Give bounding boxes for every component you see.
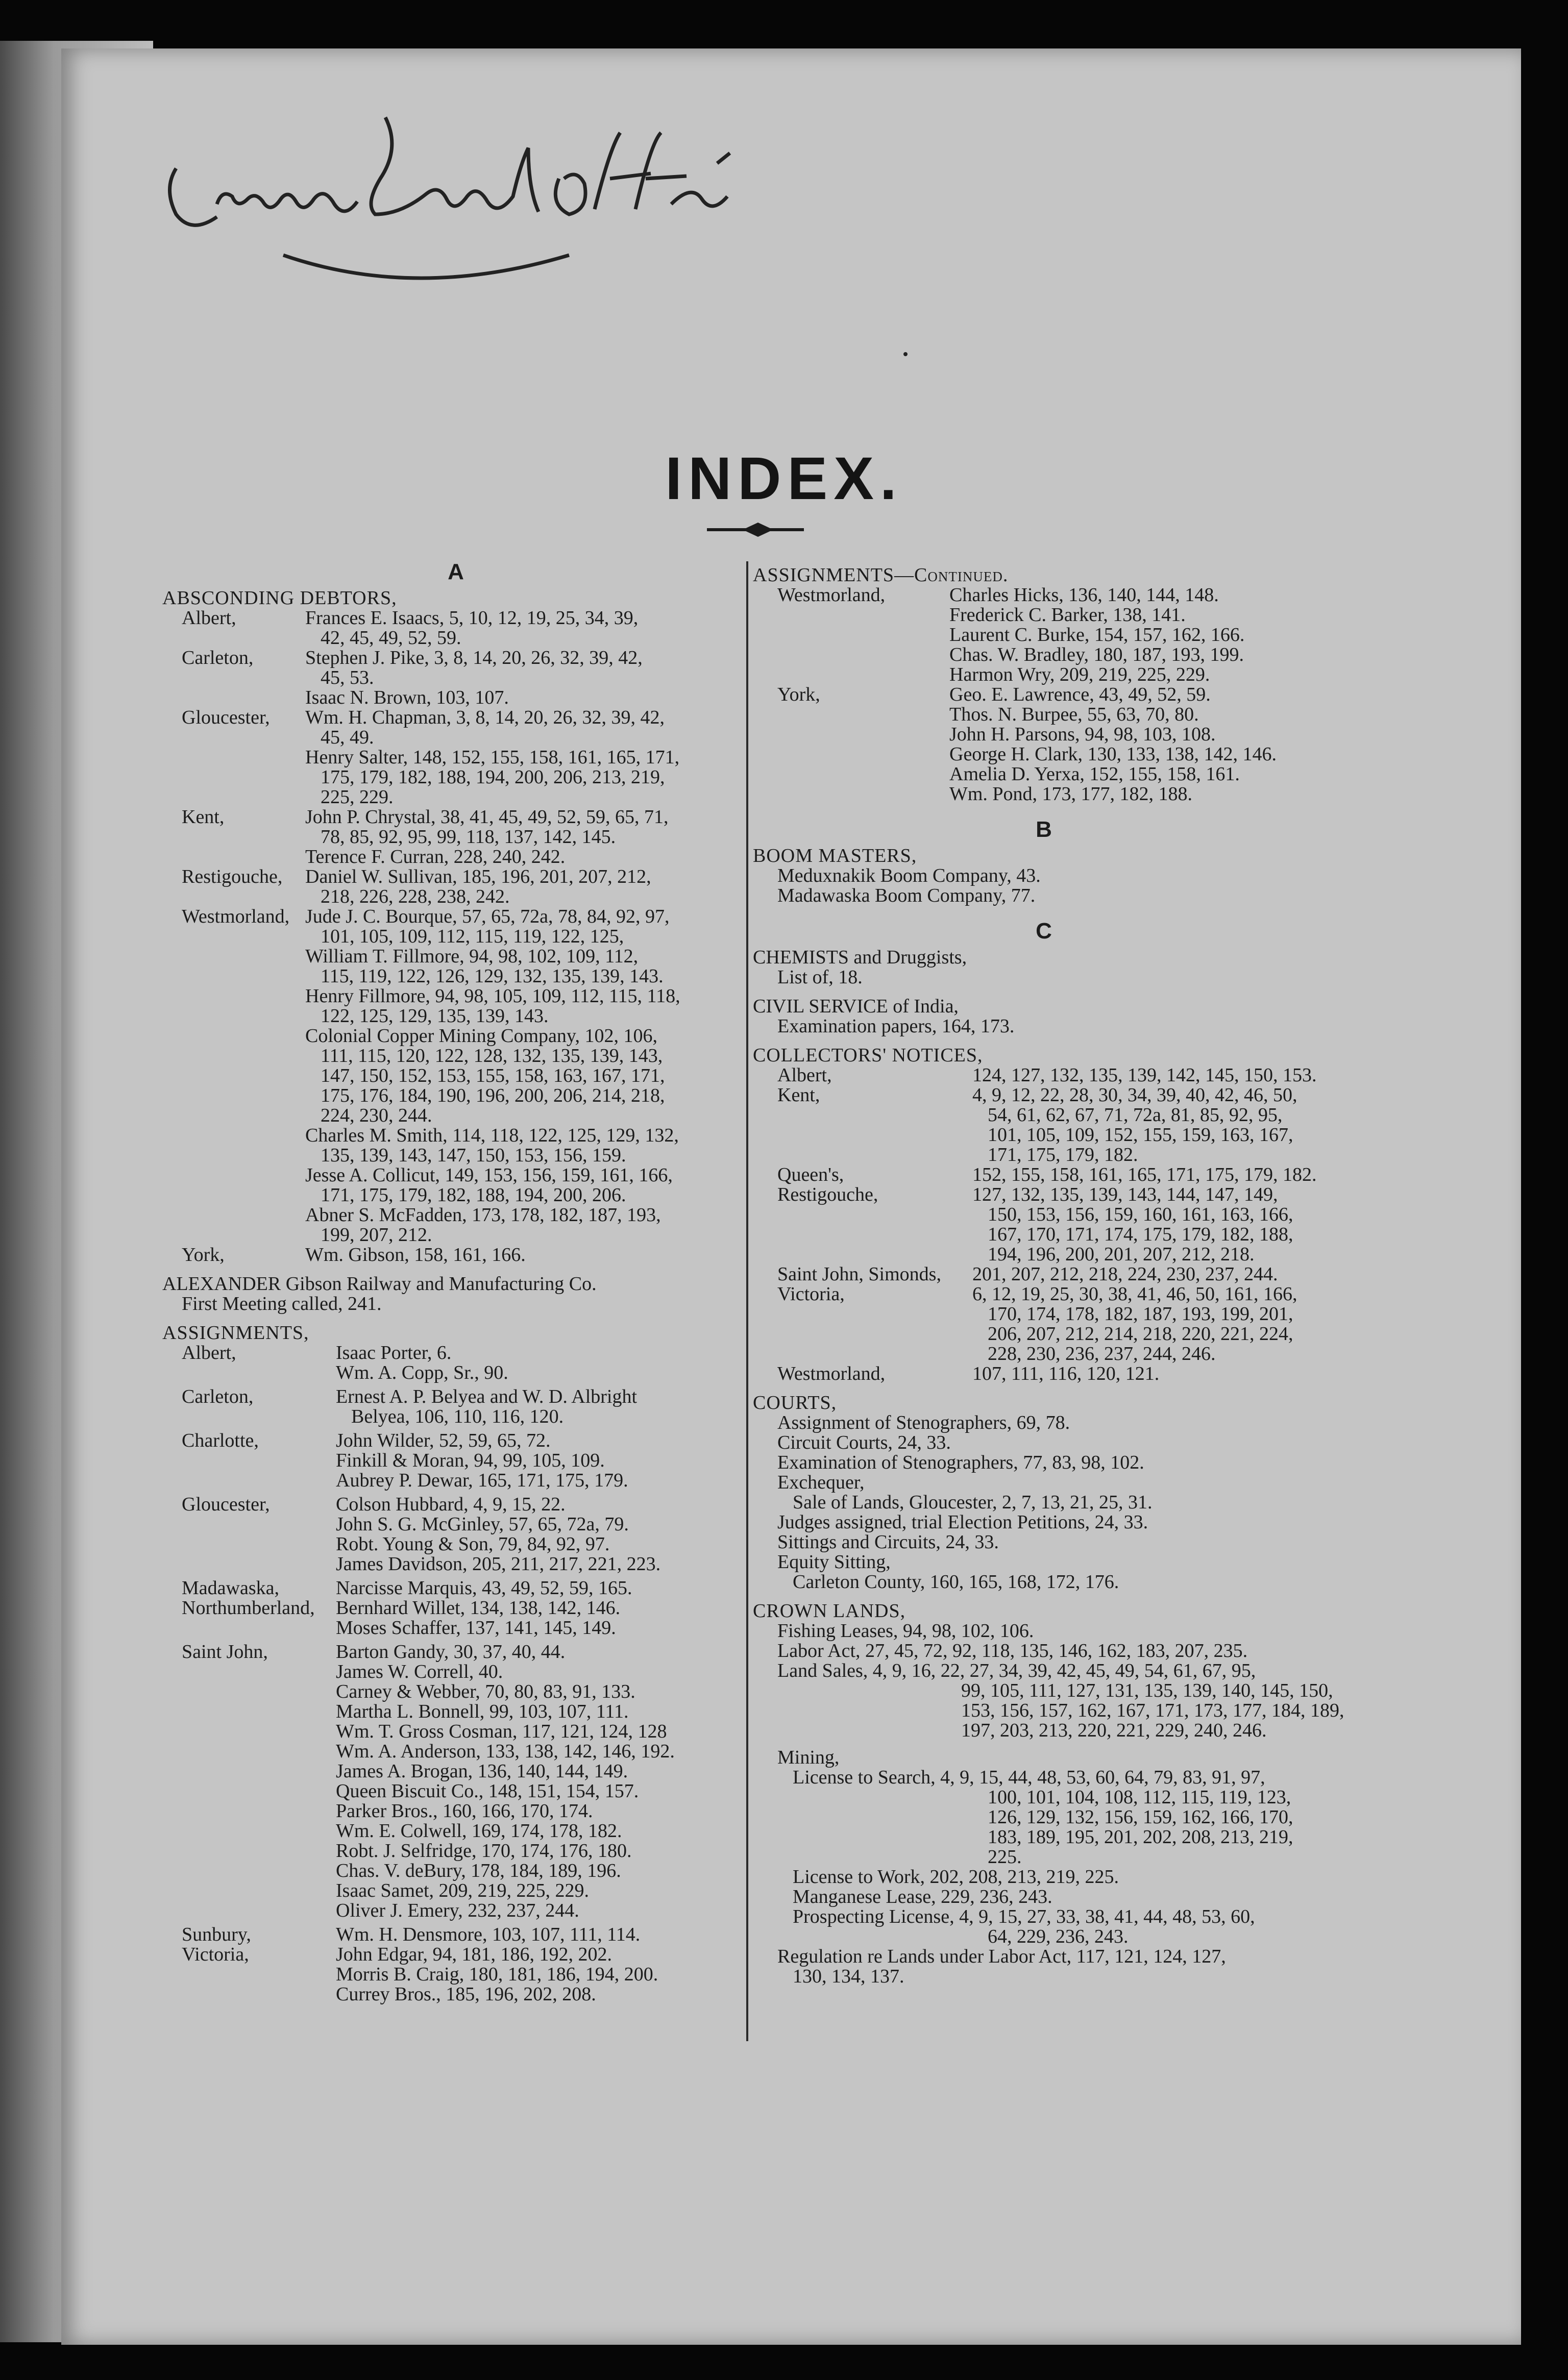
entry-line: Belyea, 106, 110, 116, 120. xyxy=(351,1406,564,1427)
entry-line: Chas. V. deBury, 178, 184, 189, 196. xyxy=(336,1860,621,1881)
place-label: York, xyxy=(182,1244,225,1266)
civil-service-heading: CIVIL SERVICE of India, xyxy=(753,996,959,1017)
entry-line: Manganese Lease, 229, 236, 243. xyxy=(793,1886,1052,1907)
assignments-victoria xyxy=(162,1945,749,2004)
place-label: Queen's, xyxy=(777,1164,844,1185)
entry-line: List of, 18. xyxy=(777,966,863,988)
entry-line: 100, 101, 104, 108, 112, 115, 119, 123, xyxy=(988,1787,1291,1808)
entry-line: Bernhard Willet, 134, 138, 142, 146. xyxy=(336,1597,621,1619)
entry-line: James A. Brogan, 136, 140, 144, 149. xyxy=(336,1761,628,1782)
entry-line: James W. Correll, 40. xyxy=(336,1661,503,1682)
entry-line: Isaac Samet, 209, 219, 225, 229. xyxy=(336,1880,590,1901)
entry-line: Abner S. McFadden, 173, 178, 182, 187, 193, xyxy=(305,1204,661,1226)
entry-line: Colonial Copper Mining Company, 102, 106, xyxy=(305,1025,657,1047)
entry-line: Geo. E. Lawrence, 43, 49, 52, 59. xyxy=(949,684,1211,705)
section-letter-c: C xyxy=(1036,919,1052,944)
crown-lands-heading: CROWN LANDS, xyxy=(753,1600,906,1622)
place-label: Saint John, xyxy=(182,1641,268,1663)
entry-line: 225, 229. xyxy=(321,786,394,808)
entry-line: 150, 153, 156, 159, 160, 161, 163, 166, xyxy=(988,1204,1293,1225)
entry-line: Oliver J. Emery, 232, 237, 244. xyxy=(336,1900,579,1921)
collectors-kent xyxy=(753,1085,1335,1165)
place-label: Kent, xyxy=(777,1084,820,1106)
entry-line: Mining, xyxy=(777,1747,840,1768)
entry-line: Madawaska Boom Company, 77. xyxy=(777,885,1036,906)
entry-line: Jude J. C. Bourque, 57, 65, 72a, 78, 84, 92, 97, xyxy=(305,906,670,927)
entry-line: 206, 207, 212, 214, 218, 220, 221, 224, xyxy=(988,1323,1293,1345)
place-label: Gloucester, xyxy=(182,1494,270,1515)
index-column-right xyxy=(753,564,1344,1987)
entry-line: Henry Salter, 148, 152, 155, 158, 161, 165, 171, xyxy=(305,747,680,768)
assignments-madawaska xyxy=(162,1578,749,1598)
absconding-kent xyxy=(162,807,749,867)
entry-line: Wm. T. Gross Cosman, 117, 121, 124, 128 xyxy=(336,1721,667,1742)
entry-line: Charles Hicks, 136, 140, 144, 148. xyxy=(949,584,1219,606)
collectors-restigouche xyxy=(753,1185,1335,1265)
assignments-saint-john xyxy=(162,1642,749,1921)
index-column-left xyxy=(162,554,749,2004)
place-label: York, xyxy=(777,684,820,705)
entry-line: George H. Clark, 130, 133, 138, 142, 146. xyxy=(949,743,1277,765)
collectors-westmorland xyxy=(753,1364,1335,1384)
entry-line: 126, 129, 132, 156, 159, 162, 166, 170, xyxy=(988,1806,1293,1828)
entry-line: 201, 207, 212, 218, 224, 230, 237, 244. xyxy=(972,1263,1278,1285)
entry-line: 183, 189, 195, 201, 202, 208, 213, 219, xyxy=(988,1826,1293,1848)
entry-line: Stephen J. Pike, 3, 8, 14, 20, 26, 32, 39, 42, xyxy=(305,647,643,668)
assignments-continued-heading: ASSIGNMENTS—Continued. xyxy=(753,564,1009,586)
entry-line: Exchequer, xyxy=(777,1472,865,1493)
entry-line: John S. G. McGinley, 57, 65, 72a, 79. xyxy=(336,1514,629,1535)
collectors-notices-heading: COLLECTORS' NOTICES, xyxy=(753,1045,983,1066)
entry-line: Fishing Leases, 94, 98, 102, 106. xyxy=(777,1620,1034,1642)
courts-heading: COURTS, xyxy=(753,1392,837,1414)
place-label: Albert, xyxy=(182,1342,236,1363)
entry-line: Wm. A. Anderson, 133, 138, 142, 146, 192. xyxy=(336,1741,675,1762)
entry-line: Wm. H. Chapman, 3, 8, 14, 20, 26, 32, 39, 42, xyxy=(305,707,665,728)
entry-line: 175, 179, 182, 188, 194, 200, 206, 213, 219, xyxy=(321,766,665,788)
entry-line: Isaac Porter, 6. xyxy=(336,1342,452,1363)
assignments-carleton xyxy=(162,1387,749,1427)
entry-line: Sale of Lands, Gloucester, 2, 7, 13, 21, 25, 31. xyxy=(793,1492,1153,1513)
entry-line: Examination of Stenographers, 77, 83, 98, 102. xyxy=(777,1452,1144,1473)
entry-line: 6, 12, 19, 25, 30, 38, 41, 46, 50, 161, 166, xyxy=(972,1283,1297,1305)
entry-line: 122, 125, 129, 135, 139, 143. xyxy=(321,1005,549,1027)
entry-line: 135, 139, 143, 147, 150, 153, 156, 159. xyxy=(321,1145,626,1166)
place-label: Gloucester, xyxy=(182,707,270,728)
entry-line: Morris B. Craig, 180, 181, 186, 194, 200. xyxy=(336,1964,658,1985)
collectors-victoria xyxy=(753,1284,1335,1364)
alexander-gibson-entry: ALEXANDER Gibson Railway and Manufacturing Co. xyxy=(162,1273,597,1295)
place-label: Saint John, Simonds, xyxy=(777,1263,941,1285)
entry-line: 225. xyxy=(988,1846,1022,1868)
chemists-heading: CHEMISTS and Druggists, xyxy=(753,947,967,968)
entry-line: Judges assigned, trial Election Petitions, 24, 33. xyxy=(777,1511,1148,1533)
entry-line: 170, 174, 178, 182, 187, 193, 199, 201, xyxy=(988,1303,1293,1325)
place-label: Carleton, xyxy=(182,1386,254,1407)
entry-line: Regulation re Lands under Labor Act, 117, 121, 124, 127, xyxy=(777,1946,1226,1967)
assignments-northumberland xyxy=(162,1598,749,1638)
entry-line: 107, 111, 116, 120, 121. xyxy=(972,1363,1160,1384)
entry-line: Terence F. Curran, 228, 240, 242. xyxy=(305,846,566,867)
absconding-gloucester xyxy=(162,708,749,807)
entry-line: Examination papers, 164, 173. xyxy=(777,1015,1015,1037)
section-letter-a: A xyxy=(448,559,464,584)
absconding-albert xyxy=(162,608,749,648)
place-label: Charlotte, xyxy=(182,1430,259,1451)
entry-line: Carney & Webber, 70, 80, 83, 91, 133. xyxy=(336,1681,635,1702)
entry-line: 218, 226, 228, 238, 242. xyxy=(321,886,510,907)
place-label: Northumberland, xyxy=(182,1597,315,1619)
entry-line: Moses Schaffer, 137, 141, 145, 149. xyxy=(336,1617,616,1639)
entry-line: Harmon Wry, 209, 219, 225, 229. xyxy=(949,664,1210,685)
entry-line: 224, 230, 244. xyxy=(321,1105,432,1126)
entry-line: Carleton County, 160, 165, 168, 172, 176. xyxy=(793,1571,1119,1593)
entry-line: John P. Chrystal, 38, 41, 45, 49, 52, 59, 65, 71, xyxy=(305,806,669,828)
entry-line: Amelia D. Yerxa, 152, 155, 158, 161. xyxy=(949,763,1240,785)
entry-line: Barton Gandy, 30, 37, 40, 44. xyxy=(336,1641,566,1663)
assignments-westmorland xyxy=(753,585,1335,685)
entry-line: James Davidson, 205, 211, 217, 221, 223. xyxy=(336,1553,661,1575)
assignments-heading: ASSIGNMENTS, xyxy=(162,1322,309,1344)
entry-line: Henry Fillmore, 94, 98, 105, 109, 112, 115, 118, xyxy=(305,985,680,1007)
entry-line: Labor Act, 27, 45, 72, 92, 118, 135, 146, 162, 183, 207, 235. xyxy=(777,1640,1248,1662)
entry-line: Land Sales, 4, 9, 16, 22, 27, 34, 39, 42, 45, 49, 54, 61, 67, 95, xyxy=(777,1660,1256,1681)
entry-line: William T. Fillmore, 94, 98, 102, 109, 112, xyxy=(305,946,639,967)
place-label: Carleton, xyxy=(182,647,254,668)
boom-masters-heading: BOOM MASTERS, xyxy=(753,845,917,866)
collectors-albert xyxy=(753,1065,1335,1085)
entry-line: Sittings and Circuits, 24, 33. xyxy=(777,1531,999,1553)
entry-line: 45, 49. xyxy=(321,727,374,748)
place-label: Kent, xyxy=(182,806,225,828)
entry-line: Martha L. Bonnell, 99, 103, 107, 111. xyxy=(336,1701,629,1722)
entry-line: 153, 156, 157, 162, 167, 171, 173, 177, 184, 189, xyxy=(961,1700,1344,1721)
entry-line: Wm. A. Copp, Sr., 90. xyxy=(336,1362,508,1383)
entry-line: 167, 170, 171, 174, 175, 179, 182, 188, xyxy=(988,1224,1293,1245)
assignments-sunbury xyxy=(162,1925,749,1945)
entry-line: 171, 175, 179, 182, 188, 194, 200, 206. xyxy=(321,1184,626,1206)
entry-line: Chas. W. Bradley, 180, 187, 193, 199. xyxy=(949,644,1244,665)
absconding-restigouche xyxy=(162,867,749,907)
entry-line: John Edgar, 94, 181, 186, 192, 202. xyxy=(336,1944,612,1965)
entry-line: License to Search, 4, 9, 15, 44, 48, 53, 60, 64, 79, 83, 91, 97, xyxy=(793,1767,1265,1788)
assignments-york xyxy=(753,685,1335,804)
entry-line: 99, 105, 111, 127, 131, 135, 139, 140, 145, 150, xyxy=(961,1680,1333,1701)
entry-line: 175, 176, 184, 190, 196, 200, 206, 214, 218, xyxy=(321,1085,665,1106)
entry-line: 194, 196, 200, 201, 207, 212, 218. xyxy=(988,1244,1255,1265)
title-ornament-rule xyxy=(707,519,804,540)
entry-line: Colson Hubbard, 4, 9, 15, 22. xyxy=(336,1494,566,1515)
assignments-charlotte xyxy=(162,1431,749,1491)
entry-line: Finkill & Moran, 94, 99, 105, 109. xyxy=(336,1450,605,1471)
entry-line: 115, 119, 122, 126, 129, 132, 135, 139, 143. xyxy=(321,965,664,987)
entry-line: 4, 9, 12, 22, 28, 30, 34, 39, 40, 42, 46, 50, xyxy=(972,1084,1297,1106)
entry-line: 152, 155, 158, 161, 165, 171, 175, 179, 182. xyxy=(972,1164,1317,1185)
entry-line: Aubrey P. Dewar, 165, 171, 175, 179. xyxy=(336,1470,628,1491)
entry-line: 54, 61, 62, 67, 71, 72a, 81, 85, 92, 95, xyxy=(988,1104,1283,1126)
entry-line: Jesse A. Collicut, 149, 153, 156, 159, 161, 166, xyxy=(305,1164,673,1186)
place-label: Restigouche, xyxy=(182,866,283,887)
section-letter-b: B xyxy=(1036,817,1052,842)
place-label: Albert, xyxy=(182,607,236,629)
place-label: Westmorland, xyxy=(777,1363,886,1384)
entry-line: Currey Bros., 185, 196, 202, 208. xyxy=(336,1984,596,2005)
entry-line: John Wilder, 52, 59, 65, 72. xyxy=(336,1430,551,1451)
collectors-saint-john xyxy=(753,1265,1335,1284)
entry-line: Isaac N. Brown, 103, 107. xyxy=(305,687,509,708)
entry-line: Wm. Pond, 173, 177, 182, 188. xyxy=(949,783,1193,805)
ink-dot xyxy=(903,352,908,356)
entry-line: 130, 134, 137. xyxy=(793,1966,904,1987)
handwritten-note-signature xyxy=(161,87,748,301)
assignments-albert xyxy=(162,1343,749,1383)
entry-line: Narcisse Marquis, 43, 49, 52, 59, 165. xyxy=(336,1577,632,1599)
entry-line: Thos. N. Burpee, 55, 63, 70, 80. xyxy=(949,704,1199,725)
entry-line: 42, 45, 49, 52, 59. xyxy=(321,627,461,649)
entry-line: John H. Parsons, 94, 98, 103, 108. xyxy=(949,724,1216,745)
entry-line: Queen Biscuit Co., 148, 151, 154, 157. xyxy=(336,1780,639,1802)
entry-line: 45, 53. xyxy=(321,667,374,688)
absconding-carleton xyxy=(162,648,749,708)
absconding-york xyxy=(162,1245,749,1265)
entry-line: 228, 230, 236, 237, 244, 246. xyxy=(988,1343,1216,1365)
place-label: Restigouche, xyxy=(777,1184,878,1205)
entry-line: Charles M. Smith, 114, 118, 122, 125, 129, 132, xyxy=(305,1125,679,1146)
absconding-westmorland xyxy=(162,907,749,1245)
entry-line: 111, 115, 120, 122, 128, 132, 135, 139, 143, xyxy=(321,1045,663,1067)
entry-line: Parker Bros., 160, 166, 170, 174. xyxy=(336,1800,593,1822)
entry-line: License to Work, 202, 208, 213, 219, 225. xyxy=(793,1866,1119,1888)
place-label: Albert, xyxy=(777,1064,832,1086)
place-label: Westmorland, xyxy=(182,906,290,927)
entry-line: 64, 229, 236, 243. xyxy=(988,1926,1129,1947)
assignments-gloucester xyxy=(162,1495,749,1574)
entry-line: Equity Sitting, xyxy=(777,1551,891,1573)
entry-line: 127, 132, 135, 139, 143, 144, 147, 149, xyxy=(972,1184,1278,1205)
entry-line: 101, 105, 109, 152, 155, 159, 163, 167, xyxy=(988,1124,1293,1146)
entry-line: Assignment of Stenographers, 69, 78. xyxy=(777,1412,1070,1433)
entry-line: Wm. Gibson, 158, 161, 166. xyxy=(305,1244,526,1266)
page-title: INDEX. xyxy=(665,445,903,512)
place-label: Westmorland, xyxy=(777,584,886,606)
entry-line: 101, 105, 109, 112, 115, 119, 122, 125, xyxy=(321,926,624,947)
entry-line: Frances E. Isaacs, 5, 10, 12, 19, 25, 34, 39, xyxy=(305,607,639,629)
entry-line: Meduxnakik Boom Company, 43. xyxy=(777,865,1041,886)
entry-line: 197, 203, 213, 220, 221, 229, 240, 246. xyxy=(961,1720,1267,1741)
entry-line: Frederick C. Barker, 138, 141. xyxy=(949,604,1186,626)
entry-line: 199, 207, 212. xyxy=(321,1224,432,1246)
collectors-queens xyxy=(753,1165,1335,1185)
entry-line: Wm. E. Colwell, 169, 174, 178, 182. xyxy=(336,1820,622,1842)
place-label: Madawaska, xyxy=(182,1577,279,1599)
place-label: Victoria, xyxy=(182,1944,249,1965)
entry-line: Circuit Courts, 24, 33. xyxy=(777,1432,951,1453)
place-label: Sunbury, xyxy=(182,1924,251,1945)
alexander-gibson-subentry: First Meeting called, 241. xyxy=(182,1293,382,1315)
entry-line: Ernest A. P. Belyea and W. D. Albright xyxy=(336,1386,638,1407)
place-label: Victoria, xyxy=(777,1283,845,1305)
entry-line: 171, 175, 179, 182. xyxy=(988,1144,1138,1166)
entry-line: 147, 150, 152, 153, 155, 158, 163, 167, 171, xyxy=(321,1065,665,1086)
entry-line: Robt. J. Selfridge, 170, 174, 176, 180. xyxy=(336,1840,632,1862)
entry-line: Laurent C. Burke, 154, 157, 162, 166. xyxy=(949,624,1245,646)
entry-line: 124, 127, 132, 135, 139, 142, 145, 150, 153. xyxy=(972,1064,1317,1086)
absconding-debtors-heading: ABSCONDING DEBTORS, xyxy=(162,587,397,609)
entry-line: Prospecting License, 4, 9, 15, 27, 33, 38, 41, 44, 48, 53, 60, xyxy=(793,1906,1255,1927)
entry-line: Daniel W. Sullivan, 185, 196, 201, 207, 212, xyxy=(305,866,651,887)
entry-line: 78, 85, 92, 95, 99, 118, 137, 142, 145. xyxy=(321,826,616,848)
entry-line: Robt. Young & Son, 79, 84, 92, 97. xyxy=(336,1533,610,1555)
entry-line: Wm. H. Densmore, 103, 107, 111, 114. xyxy=(336,1924,641,1945)
